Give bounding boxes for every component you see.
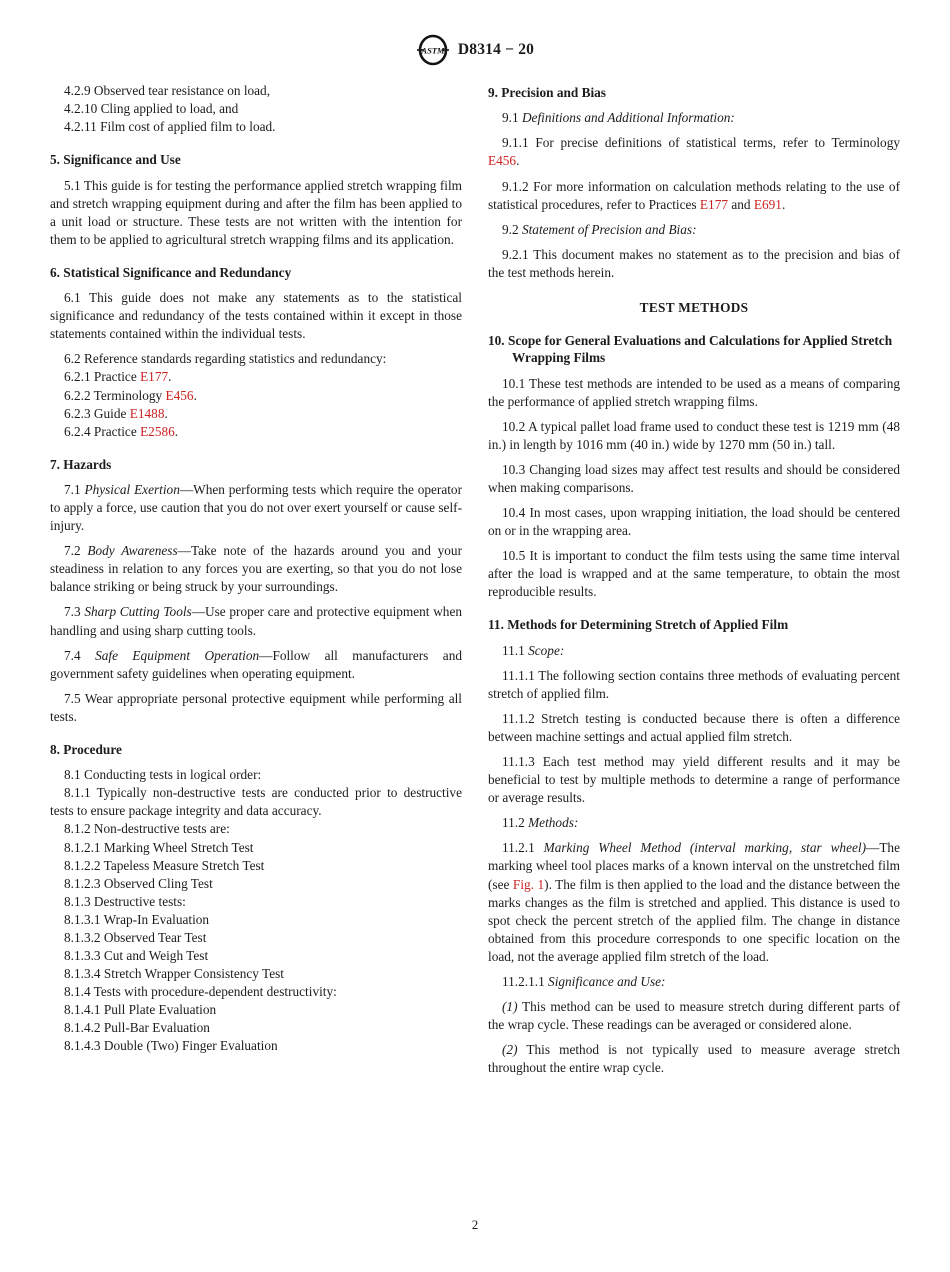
paragraph-11-2-1-1: [488, 973, 900, 991]
emphasis-text: Statement of Precision and Bias:: [521, 221, 697, 237]
text-run: 7.3: [64, 604, 85, 620]
text-run: —The marking wheel tool places marks of a known interval on the unstretched film (see: [488, 840, 900, 892]
paragraph-note-2: [488, 1041, 900, 1077]
text-run: ). The film is then applied to the load and the distance between the marks changes as the film is stretched and applied. This distance is used to spot check the percent stretch of the applied film. The change in distance obtained from this procedure corresponds to one specific location on the load, not the average applied film stretch of the load.: [488, 876, 900, 964]
paragraph-11-1-3: 11.1.3 Each test method may yield different results and it may be beneficial to test by multiple methods to determine a range of performance or average results.: [488, 754, 900, 806]
paragraph-9-2: [488, 221, 900, 239]
text-run: —When performing tests which require the operator to apply a force, use caution that you do not over exert yourself or cause self-injury.: [50, 482, 462, 534]
right-column: [488, 82, 900, 1077]
paragraph-7-3: [50, 603, 462, 639]
paragraph-10-1: 10.1 These test methods are intended to be used as a means of comparing the performance of applied stretch wrapping films.: [488, 375, 900, 409]
procedure-item-8-1-3-1: 8.1.3.1 Wrap-In Evaluation: [64, 911, 210, 927]
paragraph-9-2-1: 9.2.1 This document makes no statement as to the precision and bias of the test methods herein.: [488, 246, 900, 280]
section-heading-9: 9. Precision and Bias: [488, 85, 606, 100]
emphasis-text: Safe Equipment Operation: [95, 647, 260, 663]
emphasis-text: (1): [502, 999, 518, 1015]
page-footer: [0, 1216, 950, 1234]
procedure-item-8-1-2: 8.1.2 Non-destructive tests are:: [64, 821, 230, 837]
paragraph-7-1: [50, 481, 462, 535]
reference-link[interactable]: E691: [753, 196, 782, 212]
emphasis-text: Physical Exertion: [84, 482, 180, 498]
text-run: .: [516, 153, 520, 169]
paragraph-note-1: [488, 998, 900, 1034]
text-run: .: [781, 196, 786, 212]
astm-logo-text: ASTM: [421, 45, 445, 56]
paragraph-7-4: [50, 647, 462, 683]
procedure-item-8-1: 8.1 Conducting tests in logical order:: [64, 767, 262, 783]
procedure-item-8-1-4-3: 8.1.4.3 Double (Two) Finger Evaluation: [64, 1038, 278, 1054]
emphasis-text: Methods:: [528, 815, 579, 831]
text-run: 11.2.1: [502, 840, 544, 856]
text-run: —Follow all manufacturers and government safety guidelines when operating equipment.: [50, 647, 462, 681]
text-run: 11.2.1.1: [502, 973, 549, 989]
text-run: This method can be used to measure stretch during different parts of the wrap cycle. These readings can be averaged or considered alone.: [488, 999, 900, 1033]
reference-link[interactable]: E2586: [140, 423, 175, 439]
procedure-item-8-1-3-3: 8.1.3.3 Cut and Weigh Test: [64, 948, 209, 964]
text-run: .: [168, 369, 172, 385]
paragraph-6-2: 6.2 Reference standards regarding statistics and redundancy:: [64, 351, 387, 367]
text-run: .: [193, 387, 197, 403]
reference-link[interactable]: E456: [165, 387, 194, 403]
paragraph-10-3: 10.3 Changing load sizes may affect test results and should be considered when making comparisons.: [488, 461, 900, 495]
procedure-item-8-1-4-2: 8.1.4.2 Pull-Bar Evaluation: [64, 1020, 210, 1036]
paragraph-9-1-1: [488, 134, 900, 170]
paragraph-7-5: 7.5 Wear appropriate personal protective equipment while performing all tests.: [50, 690, 462, 724]
procedure-item-8-1-3: 8.1.3 Destructive tests:: [64, 893, 186, 909]
section-heading-8: 8. Procedure: [50, 741, 122, 757]
paragraph-7-2: [50, 542, 462, 596]
emphasis-text: Scope:: [528, 642, 565, 658]
reference-item-6-2-2: [50, 387, 462, 405]
reference-link[interactable]: Fig. 1: [512, 876, 545, 892]
paragraph-9-1-2: [488, 178, 900, 214]
procedure-item-8-1-4: 8.1.4 Tests with procedure-dependent destructivity:: [64, 984, 337, 1000]
list-item-4-2-11: 4.2.11 Film cost of applied film to load.: [64, 119, 276, 135]
astm-logo-icon: [416, 34, 450, 66]
text-run: 9.2: [502, 221, 522, 237]
paragraph-11-2-1: [488, 839, 900, 966]
document-number: D8314 − 20: [457, 41, 535, 59]
text-run: —Take note of the hazards around you and your steadiness in relation to any forces you are exerting, so that you do not lose balance striking or being struck by your surroundings.: [50, 543, 462, 595]
emphasis-text: Significance and Use:: [548, 973, 666, 989]
procedure-item-8-1-3-4: 8.1.3.4 Stretch Wrapper Consistency Test: [64, 966, 284, 982]
left-column: [50, 82, 462, 1077]
text-run: 7.4: [64, 647, 96, 663]
reference-link[interactable]: E1488: [129, 405, 165, 421]
paragraph-5-1: 5.1 This guide is for testing the performance applied stretch wrapping film and stretch wrapping equipment during and after the film has been applied to a unit load or structure. These tests are not written with the intention for them to be applied to agricultural stretch wrapping films and its application.: [50, 177, 462, 247]
text-run: 9.1: [502, 110, 522, 126]
text-run: 9.1.1 For precise definitions of statistical terms, refer to Terminology: [502, 135, 900, 151]
text-run: 11.2: [502, 815, 529, 831]
part-heading-test-methods: TEST METHODS: [639, 299, 749, 315]
paragraph-10-2: 10.2 A typical pallet load frame used to conduct these test is 1219 mm (48 in.) in length by 1016 mm (40 in.) wide by 1270 mm (50 in.) tall.: [488, 418, 900, 452]
astm-logo-svg: [416, 34, 450, 66]
procedure-item-8-1-2-3: 8.1.2.3 Observed Cling Test: [64, 875, 213, 891]
text-run: This method is not typically used to measure average stretch throughout the entire wrap cycle.: [488, 1042, 900, 1076]
emphasis-text: Definitions and Additional Information:: [521, 110, 735, 126]
text-run: 11.1: [502, 642, 529, 658]
text-run: and: [728, 196, 754, 212]
paragraph-11-2: [488, 814, 900, 832]
list-item-4-2-10: 4.2.10 Cling applied to load, and: [64, 101, 239, 117]
paragraph-6-1: 6.1 This guide does not make any statements as to the statistical significance and redundancy of the tests contained within it except in those statements contained within the individual tests.: [50, 290, 462, 342]
reference-link[interactable]: E456: [488, 153, 517, 169]
text-run: 6.2.4 Practice: [64, 423, 141, 439]
text-run: 6.2.3 Guide: [64, 405, 130, 421]
section-heading-10: 10. Scope for General Evaluations and Calculations for Applied Stretch Wrapping Films: [488, 332, 893, 366]
text-run: .: [174, 423, 179, 439]
text-run: 7.2: [64, 543, 88, 559]
procedure-item-8-1-1: 8.1.1 Typically non-destructive tests are conducted prior to destructive tests to ensure package integrity and data accuracy.: [50, 785, 462, 819]
reference-item-6-2-4: [50, 423, 462, 441]
emphasis-text: (2): [502, 1042, 518, 1058]
procedure-item-8-1-2-1: 8.1.2.1 Marking Wheel Stretch Test: [64, 839, 254, 855]
emphasis-text: Sharp Cutting Tools: [84, 604, 192, 620]
text-run: 9.1.2 For more information on calculation methods relating to the use of statistical procedures, refer to Practices: [488, 178, 900, 212]
reference-link[interactable]: E177: [140, 369, 169, 385]
list-item-4-2-9: 4.2.9 Observed tear resistance on load,: [64, 83, 271, 98]
reference-item-6-2-1: [50, 368, 462, 386]
text-run: 6.2.1 Practice: [64, 369, 141, 385]
emphasis-text: Marking Wheel Method (interval marking, star wheel): [543, 840, 867, 856]
section-heading-7: 7. Hazards: [50, 456, 112, 472]
paragraph-10-5: 10.5 It is important to conduct the film tests using the same time interval after the load is wrapped and at the same temperature, to obtain the most reproducible results.: [488, 548, 900, 600]
paragraph-11-1-2: 11.1.2 Stretch testing is conducted because there is often a difference between machine settings and actual applied film stretch.: [488, 710, 900, 744]
section-heading-5: 5. Significance and Use: [50, 152, 181, 168]
section-heading-11: 11. Methods for Determining Stretch of Applied Film: [488, 617, 789, 633]
text-run: .: [164, 405, 168, 421]
paragraph-10-4: 10.4 In most cases, upon wrapping initiation, the load should be centered on or in the wrapping area.: [488, 505, 900, 539]
procedure-item-8-1-3-2: 8.1.3.2 Observed Tear Test: [64, 929, 207, 945]
paragraph-9-1: [488, 109, 900, 127]
procedure-item-8-1-4-1: 8.1.4.1 Pull Plate Evaluation: [64, 1002, 217, 1018]
paragraph-11-1-1: 11.1.1 The following section contains three methods of evaluating percent stretch of applied film.: [488, 667, 900, 701]
text-run: 7.1: [64, 482, 85, 498]
procedure-item-8-1-2-2: 8.1.2.2 Tapeless Measure Stretch Test: [64, 857, 265, 873]
two-column-body: [50, 82, 900, 1077]
text-run: —Use proper care and protective equipment when handling and using sharp cutting tools.: [50, 604, 463, 638]
section-heading-6: 6. Statistical Significance and Redundancy: [50, 264, 292, 280]
page-header: [50, 34, 900, 66]
emphasis-text: Body Awareness: [87, 543, 178, 559]
text-run: 6.2.2 Terminology: [64, 387, 166, 403]
paragraph-11-1: [488, 642, 900, 660]
reference-link[interactable]: E177: [699, 196, 728, 212]
reference-item-6-2-3: [50, 405, 462, 423]
page-number: 2: [471, 1217, 479, 1233]
